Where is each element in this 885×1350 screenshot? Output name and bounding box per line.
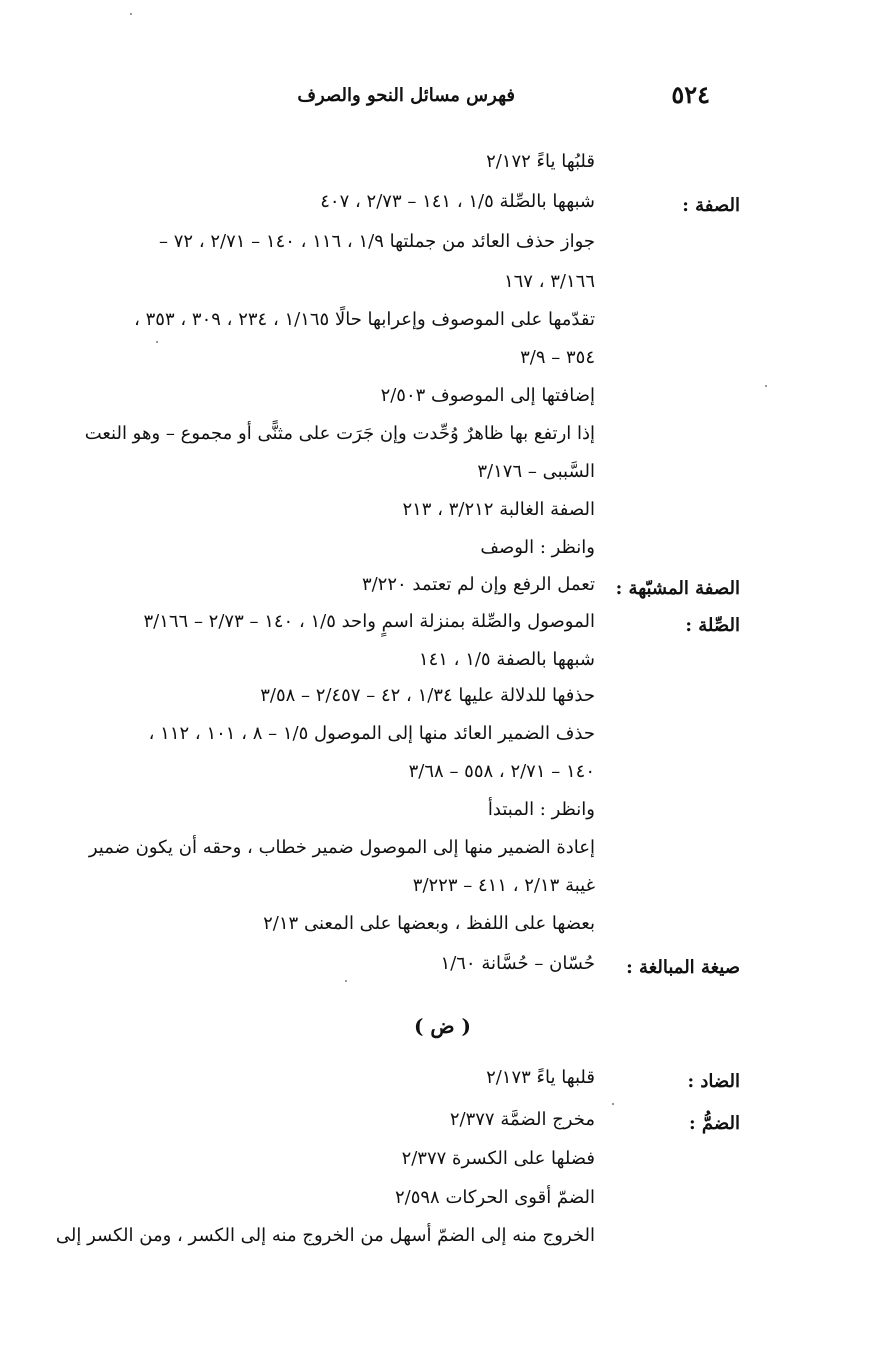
index-text: السَّببى – ٣/١٧٦	[477, 461, 595, 482]
paper-speck	[612, 1103, 614, 1105]
index-line	[40, 718, 740, 758]
index-line	[40, 456, 740, 496]
index-text: وانظر : الوصف	[480, 537, 595, 558]
index-text: تقدّمها على الموصوف وإعرابها حالًا ١/١٦٥ ، ٢٣٤ ، ٣٠٩ ، ٣٥٣ ،	[134, 309, 595, 330]
index-text: ٣/١٦٦ ، ١٦٧	[503, 271, 595, 292]
index-text: حذف الضمير العائد منها إلى الموصول ١/٥ – ٨ ، ١٠١ ، ١١٢ ،	[148, 723, 595, 744]
index-line	[40, 1062, 740, 1102]
index-text: إعادة الضمير منها إلى الموصول ضمير خطاب ، وحقه أن يكون ضمير	[88, 837, 595, 858]
paper-speck	[345, 980, 347, 982]
index-line	[40, 644, 740, 684]
index-text: إضافتها إلى الموصوف ٢/٥٠٣	[380, 385, 595, 406]
index-line	[40, 1104, 740, 1144]
page-header	[0, 80, 885, 116]
index-line	[40, 1182, 740, 1222]
paper-speck	[130, 13, 132, 15]
index-text: تعمل الرفع وإن لم تعتمد ٣/٢٢٠	[361, 574, 595, 595]
index-line	[40, 1143, 740, 1183]
index-text: قلبها ياءً ٢/١٧٣	[486, 1067, 595, 1088]
index-text: وانظر : المبتدأ	[487, 799, 595, 820]
index-text: قلبُها ياءً ٢/١٧٢	[486, 151, 595, 172]
index-text: ١٤٠ – ٢/٧١ ، ٥٥٨ – ٣/٦٨	[408, 761, 595, 782]
index-line	[40, 304, 740, 344]
index-line	[40, 680, 740, 720]
paper-speck	[156, 341, 158, 343]
index-line	[40, 1220, 740, 1260]
index-term: صيغة المبالغة :	[626, 957, 740, 978]
index-term: الصِّلة :	[685, 615, 740, 636]
index-line	[40, 380, 740, 420]
index-line	[40, 606, 740, 646]
index-line	[40, 532, 740, 572]
running-title: فهرس مسائل النحو والصرف	[297, 85, 515, 106]
index-line	[40, 756, 740, 796]
index-text: الخروج منه إلى الضمّ أسهل من الخروج منه إلى الكسر ، ومن الكسر إلى	[55, 1225, 595, 1246]
index-line	[40, 226, 740, 266]
index-line	[40, 418, 740, 458]
index-text: شبهها بالصِّلة ١/٥ ، ١٤١ – ٢/٧٣ ، ٤٠٧	[320, 191, 595, 212]
index-text: غيبة ٢/١٣ ، ٤١١ – ٣/٢٢٣	[412, 875, 595, 896]
index-line	[40, 948, 740, 988]
index-text: إذا ارتفع بها ظاهرٌ وُحِّدت وإن جَرَت على مثنًّى أو مجموع – وهو النعت	[84, 423, 595, 444]
index-text: الصفة الغالبة ٣/٢١٢ ، ٢١٣	[402, 499, 595, 520]
index-text: حُسّان – حُسَّانة ١/٦٠	[440, 953, 595, 974]
index-term: الضاد :	[687, 1071, 740, 1092]
index-term: الصفة المشبّهة :	[615, 578, 740, 599]
index-line	[40, 146, 740, 186]
index-text: جواز حذف العائد من جملتها ١/٩ ، ١١٦ ، ١٤٠ – ٢/٧١ ، ٧٢ –	[159, 231, 595, 252]
index-line	[40, 342, 740, 382]
index-line	[40, 186, 740, 226]
index-text: مخرج الضمَّة ٢/٣٧٧	[449, 1109, 595, 1130]
section-letter: ( ض )	[413, 1014, 472, 1038]
index-line	[40, 794, 740, 834]
index-line	[40, 908, 740, 948]
index-text: الضمّ أقوى الحركات ٢/٥٩٨	[394, 1187, 595, 1208]
paper-speck	[765, 385, 767, 387]
index-term: الصفة :	[682, 195, 740, 216]
index-line	[40, 870, 740, 910]
index-text: حذفها للدلالة عليها ١/٣٤ ، ٤٢ – ٢/٤٥٧ – ٣/٥٨	[260, 685, 595, 706]
index-text: فضلها على الكسرة ٢/٣٧٧	[401, 1148, 595, 1169]
index-text: الموصول والصِّلة بمنزلة اسمٍ واحد ١/٥ ، ١٤٠ – ٢/٧٣ – ٣/١٦٦	[143, 611, 595, 632]
index-line	[40, 494, 740, 534]
index-line	[40, 266, 740, 306]
page-number: ٥٢٤	[671, 80, 710, 109]
index-term: الضمُّ :	[689, 1113, 740, 1134]
index-text: شبهها بالصفة ١/٥ ، ١٤١	[418, 649, 595, 670]
index-line	[40, 832, 740, 872]
index-text: ٣٥٤ – ٣/٩	[520, 347, 595, 368]
index-line	[40, 569, 740, 609]
index-text: بعضها على اللفظ ، وبعضها على المعنى ٢/١٣	[263, 913, 595, 934]
